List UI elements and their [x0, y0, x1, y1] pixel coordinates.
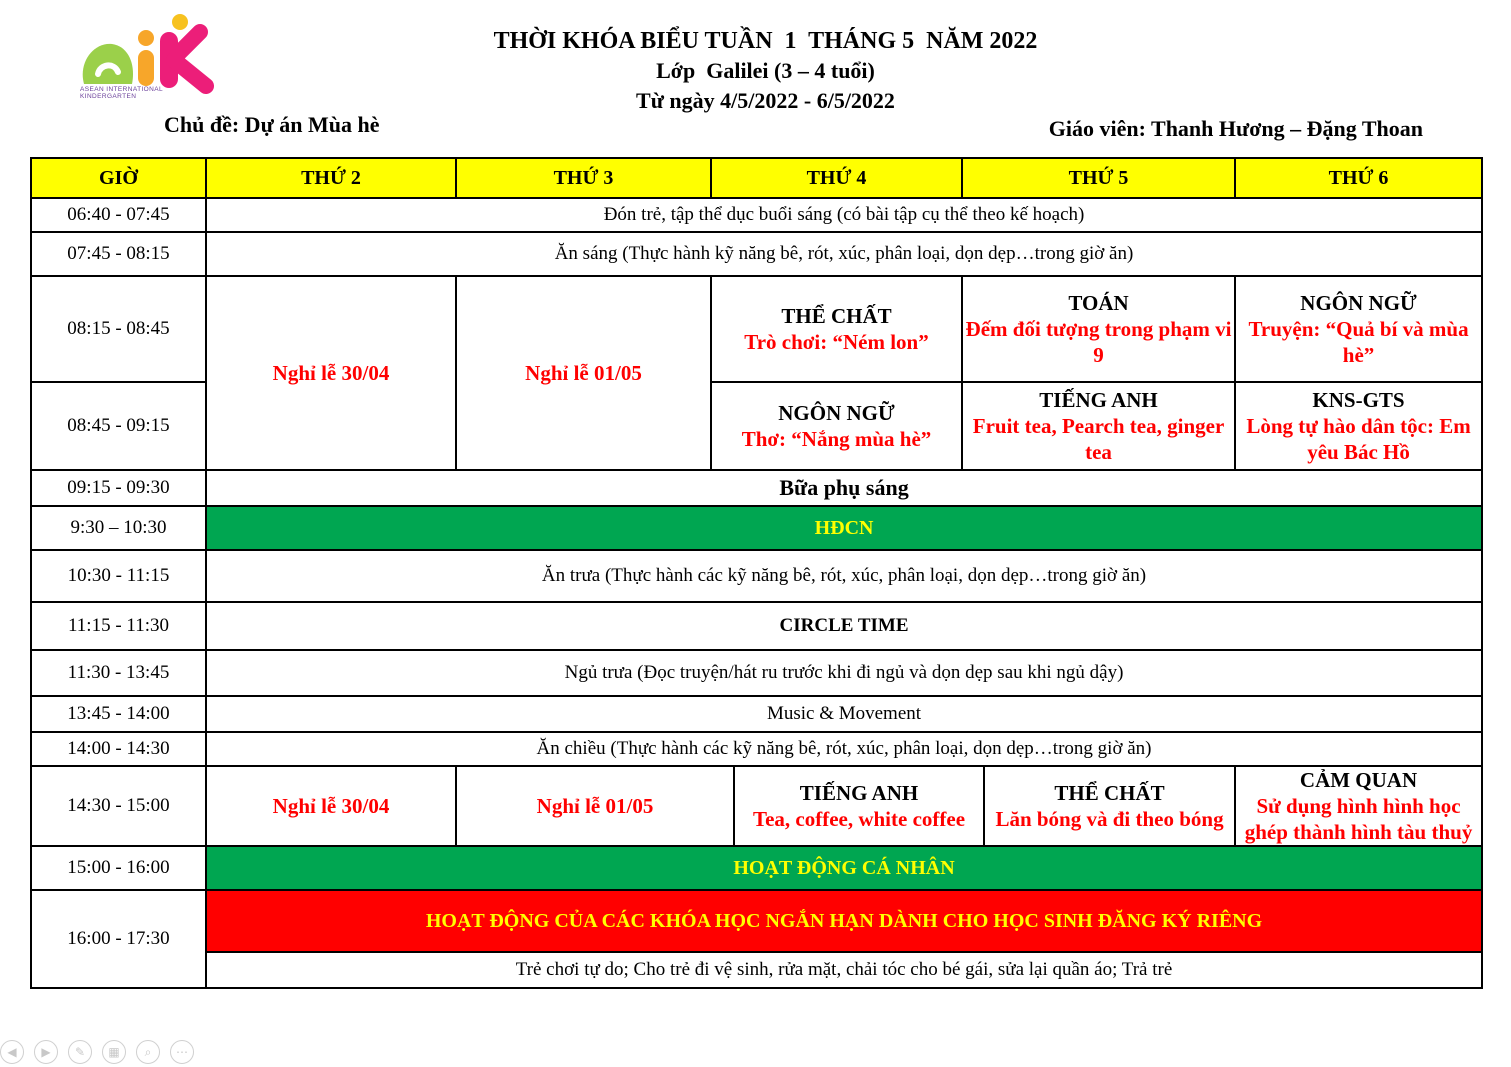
- table-row: [31, 696, 1482, 732]
- table-row: [31, 766, 1482, 846]
- more-icon[interactable]: ⋯: [170, 1040, 194, 1064]
- date-range: Từ ngày 4/5/2022 - 6/5/2022: [636, 88, 895, 113]
- lesson-detail: Fruit tea, Pearch tea, ginger tea: [972, 414, 1225, 464]
- time-cell: 14:00 - 14:30: [31, 732, 206, 766]
- lesson-subject: NGÔN NGỮ: [1300, 291, 1417, 315]
- table-row: [31, 470, 1482, 506]
- lesson-subject: TOÁN: [1068, 291, 1129, 315]
- schedule-title: THỜI KHÓA BIỂU TUẦN 1 THÁNG 5 NĂM 2022: [493, 28, 1038, 54]
- activity-cell: CIRCLE TIME: [206, 602, 1482, 650]
- lesson-subject: THỂ CHẤT: [781, 304, 892, 328]
- holiday-cell-monday: Nghỉ lễ 30/04: [206, 276, 456, 470]
- column-header-friday: THỨ 6: [1235, 158, 1482, 198]
- previous-icon[interactable]: ◀: [0, 1040, 24, 1064]
- lesson-cell: [1235, 382, 1482, 470]
- lesson-cell: [1235, 276, 1482, 382]
- lesson-cell: [734, 766, 984, 846]
- activity-cell: Trẻ chơi tự do; Cho trẻ đi vệ sinh, rửa mặt, chải tóc cho bé gái, sửa lại quần áo; Trả trẻ: [206, 952, 1482, 988]
- lesson-subject: TIẾNG ANH: [799, 781, 919, 805]
- time-cell: 07:45 - 08:15: [31, 232, 206, 276]
- table-row: [31, 232, 1482, 276]
- table-row: [31, 198, 1482, 232]
- holiday-cell-tuesday: Nghỉ lễ 01/05: [456, 766, 734, 846]
- time-cell: 14:30 - 15:00: [31, 766, 206, 846]
- lesson-cell: [711, 276, 962, 382]
- column-header-wednesday: THỨ 4: [711, 158, 962, 198]
- lesson-cell: [1235, 766, 1482, 846]
- activity-cell-green: HĐCN: [206, 506, 1482, 550]
- lesson-detail: Tea, coffee, white coffee: [752, 807, 966, 831]
- lesson-detail: Sử dụng hình hình học ghép thành hình tàu thuỷ: [1244, 794, 1473, 844]
- time-cell: 11:15 - 11:30: [31, 602, 206, 650]
- lesson-subject: KNS-GTS: [1312, 388, 1405, 412]
- lesson-detail: Thơ: “Nắng mùa hè”: [741, 427, 932, 451]
- logo-caption: ASEAN INTERNATIONAL KINDERGARTEN: [80, 86, 163, 100]
- column-header-monday: THỨ 2: [206, 158, 456, 198]
- column-header-tuesday: THỨ 3: [456, 158, 711, 198]
- activity-cell: Đón trẻ, tập thể dục buổi sáng (có bài tập cụ thể theo kế hoạch): [206, 198, 1482, 232]
- next-icon[interactable]: ▶: [34, 1040, 58, 1064]
- teacher-label: Giáo viên: Thanh Hương – Đặng Thoan: [1048, 116, 1423, 141]
- column-header-thursday: THỨ 5: [962, 158, 1235, 198]
- time-cell: 08:15 - 08:45: [31, 276, 206, 382]
- lesson-detail: Lăn bóng và đi theo bóng: [995, 807, 1224, 831]
- header-row: [31, 158, 1482, 198]
- column-header-time: GIỜ: [31, 158, 206, 198]
- lesson-cell: [962, 382, 1235, 470]
- slides-icon[interactable]: ▦: [102, 1040, 126, 1064]
- lesson-detail: Trò chơi: “Ném lon”: [744, 330, 929, 354]
- time-cell: 13:45 - 14:00: [31, 696, 206, 732]
- table-row: [31, 602, 1482, 650]
- lesson-detail: Truyện: “Quả bí và mùa hè”: [1248, 317, 1469, 367]
- activity-cell-green: HOẠT ĐỘNG CÁ NHÂN: [206, 846, 1482, 890]
- activity-cell: Music & Movement: [206, 696, 1482, 732]
- lesson-cell: [711, 382, 962, 470]
- table-row: [31, 952, 1482, 988]
- lesson-subject: CẢM QUAN: [1299, 768, 1418, 792]
- time-cell: 11:30 - 13:45: [31, 650, 206, 696]
- table-row: [31, 732, 1482, 766]
- time-cell: 09:15 - 09:30: [31, 470, 206, 506]
- activity-cell: Ăn chiều (Thực hành các kỹ năng bê, rót, xúc, phân loại, dọn dẹp…trong giờ ăn): [206, 732, 1482, 766]
- time-cell: 16:00 - 17:30: [31, 890, 206, 988]
- time-cell: 06:40 - 07:45: [31, 198, 206, 232]
- lesson-detail: Đếm đối tượng trong phạm vi 9: [965, 317, 1232, 367]
- activity-cell: Ngủ trưa (Đọc truyện/hát ru trước khi đi ngủ và dọn dẹp sau khi ngủ dậy): [206, 650, 1482, 696]
- pen-icon[interactable]: ✎: [68, 1040, 92, 1064]
- table-row: [31, 890, 1482, 952]
- holiday-cell-tuesday: Nghỉ lễ 01/05: [456, 276, 711, 470]
- presentation-toolbar: [0, 1040, 194, 1067]
- table-row: [31, 650, 1482, 696]
- schedule-table: [30, 157, 1483, 989]
- activity-cell: Ăn sáng (Thực hành kỹ năng bê, rót, xúc, phân loại, dọn dẹp…trong giờ ăn): [206, 232, 1482, 276]
- lesson-cell: [962, 276, 1235, 382]
- time-cell: 9:30 – 10:30: [31, 506, 206, 550]
- time-cell: 08:45 - 09:15: [31, 382, 206, 470]
- lesson-detail: Lòng tự hào dân tộc: Em yêu Bác Hồ: [1246, 414, 1471, 464]
- lesson-subject: TIẾNG ANH: [1039, 388, 1158, 412]
- activity-cell: Bữa phụ sáng: [206, 470, 1482, 506]
- activity-cell-red: HOẠT ĐỘNG CỦA CÁC KHÓA HỌC NGẮN HẠN DÀNH CHO HỌC SINH ĐĂNG KÝ RIÊNG: [206, 890, 1482, 952]
- table-row: [31, 506, 1482, 550]
- activity-cell: Ăn trưa (Thực hành các kỹ năng bê, rót, xúc, phân loại, dọn dẹp…trong giờ ăn): [206, 550, 1482, 602]
- time-cell: 15:00 - 16:00: [31, 846, 206, 890]
- zoom-icon[interactable]: ⌕: [136, 1040, 160, 1064]
- topic-label: Chủ đề: Dự án Mùa hè: [164, 112, 380, 137]
- holiday-cell-monday: Nghỉ lễ 30/04: [206, 766, 456, 846]
- lesson-subject: THỂ CHẤT: [1054, 781, 1165, 805]
- table-row: [31, 276, 1482, 382]
- class-name: Lớp Galilei (3 – 4 tuổi): [656, 58, 875, 83]
- lesson-cell: [984, 766, 1235, 846]
- table-row: [31, 550, 1482, 602]
- table-row: [31, 846, 1482, 890]
- lesson-subject: NGÔN NGỮ: [778, 401, 895, 425]
- time-cell: 10:30 - 11:15: [31, 550, 206, 602]
